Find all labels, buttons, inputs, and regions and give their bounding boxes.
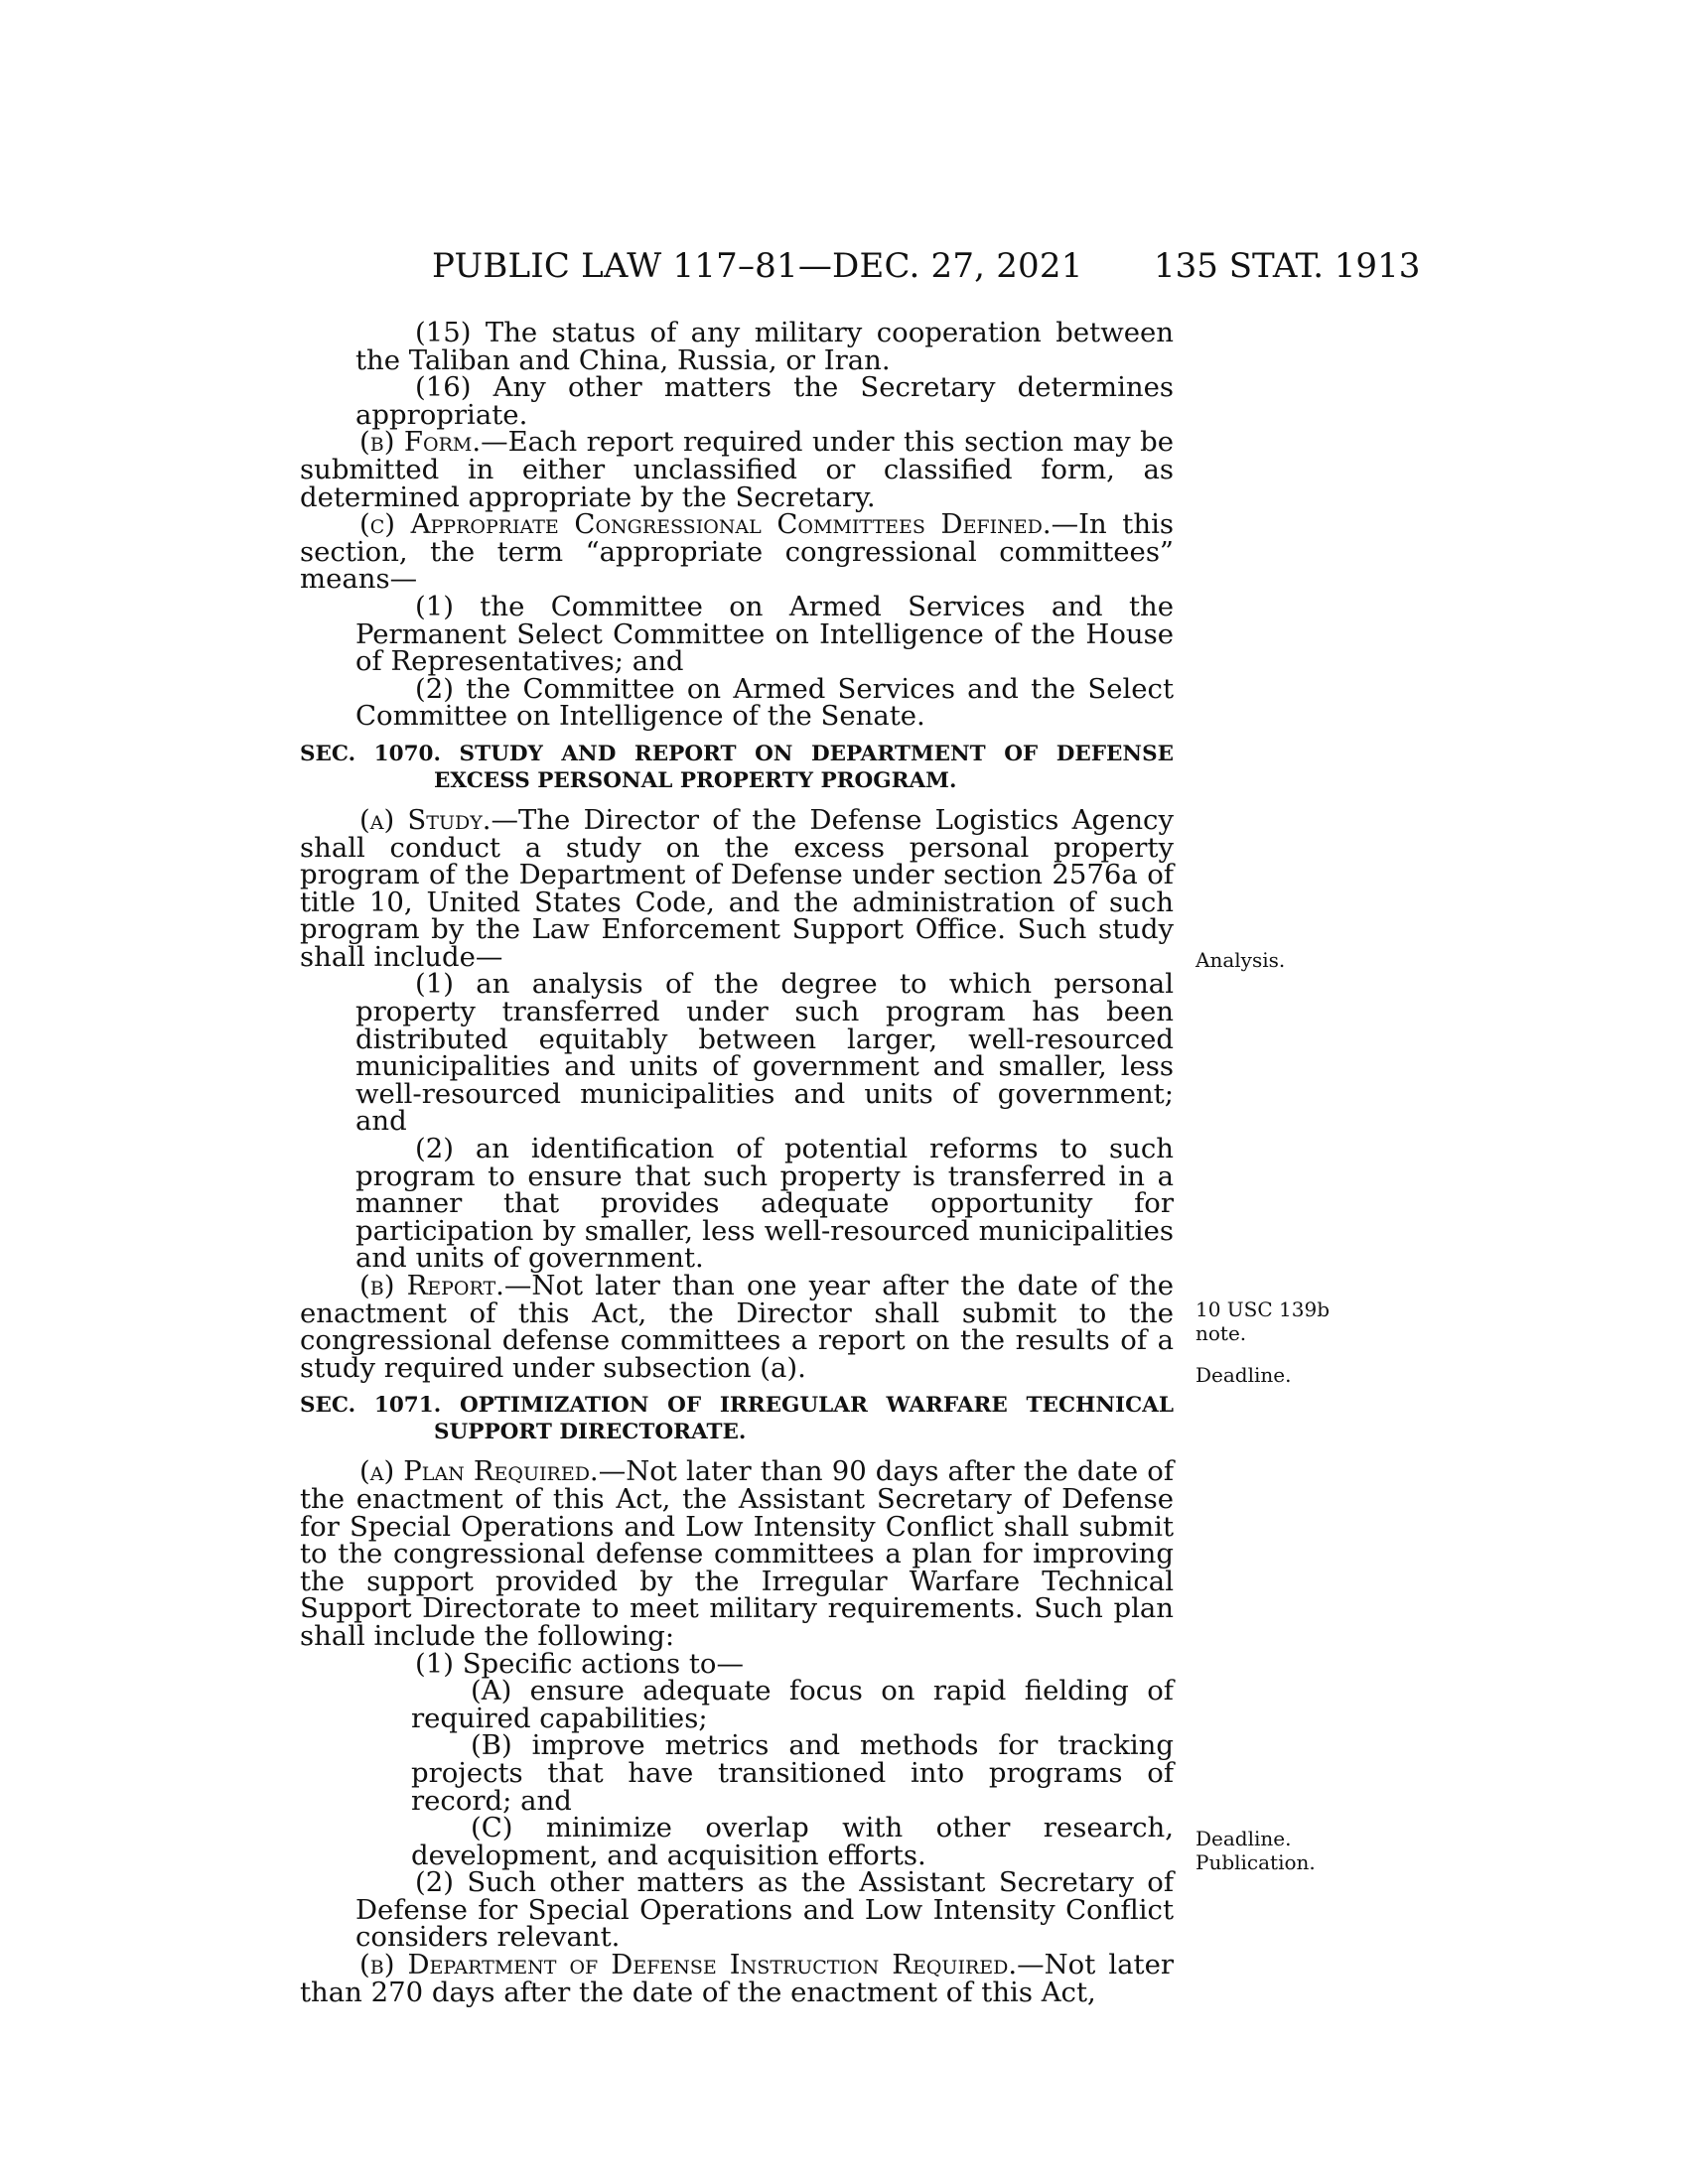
subsection-text: —Not later than 90 days after the date of the enactment of this Act, the Assistant Secretary of Defense for Special Operations and Low Intensity Conflict shall submit to the congressional defense committees a plan for improving the support provided by the Irregular Warfare Technical Support Directorate to meet military requirements. Such plan shall include the following:	[300, 1455, 1174, 1652]
subsection-b-form	[300, 426, 1174, 513]
sec1071-subparagraph-A: (A) ensure adequate focus on rapid fielding of required capabilities;	[411, 1675, 1174, 1734]
subsection-text: —The Director of the Defense Logistics Agency shall conduct a study on the excess personal property program of the Department of Defense under section 2576a of title 10, United States Code, and the administration of such program by the Law Enforcement Support Office. Such study shall include—	[300, 803, 1174, 973]
margin-note-deadline: Deadline.	[1196, 1363, 1292, 1387]
sec1071-subsection-b	[300, 1949, 1174, 2008]
margin-note-publication: Publication.	[1196, 1850, 1316, 1874]
sec1071-subparagraph-C: (C) minimize overlap with other research, development, and acquisition efforts.	[411, 1812, 1174, 1871]
sec1071-subparagraph-B: (B) improve metrics and methods for tracking projects that have transitioned into programs of record; and	[411, 1729, 1174, 1817]
margin-note-usc-line2: note.	[1196, 1321, 1247, 1345]
paragraph-15: (15) The status of any military cooperation between the Taliban and China, Russia, or Iran.	[355, 317, 1174, 376]
sec1071-subsection-a	[300, 1455, 1174, 1652]
subsection-text: —Not later than one year after the date of the enactment of this Act, the Director shall submit to the congressional defense committees a report on the results of a study required under subsection (a).	[300, 1270, 1174, 1384]
sec1071-paragraph-a1: (1) Specific actions to—	[415, 1647, 744, 1680]
section-1071-heading: SEC. 1071. OPTIMIZATION OF IRREGULAR WARFARE TECHNICAL SUPPORT DIRECTORATE.	[300, 1393, 1174, 1445]
sec1071-paragraph-a2: (2) Such other matters as the Assistant Secretary of Defense for Special Operations and Low Intensity Conflict considers relevant.	[355, 1866, 1174, 1954]
sec1070-subsection-a	[300, 803, 1174, 973]
margin-note-analysis: Analysis.	[1196, 948, 1286, 972]
sec1070-paragraph-a2: (2) an identification of potential reforms to such program to ensure that such property is transferred in a manner that provides adequate opportunity for participation by smaller, less well-resourced municipalities and units of government.	[355, 1133, 1174, 1275]
sec1070-paragraph-a1: (1) an analysis of the degree to which personal property transferred under such program has been distributed equitably between larger, well-resourced municipalities and units of government and smaller, less well-resourced municipalities and units of government; and	[355, 968, 1174, 1138]
margin-note-usc-line1: 10 USC 139b	[1196, 1297, 1330, 1321]
subsection-heading: (b) Form.	[359, 426, 482, 459]
document-body	[300, 317, 1174, 2008]
margin-note-deadline-2: Deadline.	[1196, 1827, 1292, 1850]
running-header-title: PUBLIC LAW 117–81—DEC. 27, 2021	[432, 246, 1083, 286]
subsection-text: —Not later than 270 days after the date of the enactment of this Act,	[300, 1949, 1174, 2008]
subsection-heading: (b) Report.	[359, 1270, 504, 1301]
subsection-text: —In this section, the term “appropriate congressional committees” means—	[300, 508, 1174, 596]
subsection-text: —Each report required under this section may be submitted in either unclassified or classified form, as determined appropriate by the Secretary.	[300, 426, 1174, 513]
subsection-heading: (a) Study.	[359, 803, 492, 836]
paragraph-c1: (1) the Committee on Armed Services and the Permanent Select Committee on Intelligence of the House of Representatives; and	[355, 590, 1174, 678]
subsection-heading: (a) Plan Required.	[359, 1455, 599, 1488]
section-1070-heading: SEC. 1070. STUDY AND REPORT ON DEPARTMENT OF DEFENSE EXCESS PERSONAL PROPERTY PROGRAM.	[300, 741, 1174, 793]
margin-note-deadline-publication	[1196, 1827, 1316, 1874]
subsection-c-definitions	[300, 508, 1174, 596]
sec1070-subsection-b	[300, 1270, 1174, 1384]
subsection-heading: (c) Appropriate Congressional Committees Defined.	[359, 508, 1052, 541]
subsection-heading: (b) Department of Defense Instruction Required.	[359, 1949, 1018, 1981]
paragraph-16: (16) Any other matters the Secretary determines appropriate.	[355, 371, 1174, 431]
paragraph-c2: (2) the Committee on Armed Services and the Select Committee on Intelligence of the Senate.	[355, 672, 1174, 733]
page-stat-number: 135 STAT. 1913	[1154, 246, 1421, 286]
margin-note-usc	[1196, 1297, 1330, 1345]
